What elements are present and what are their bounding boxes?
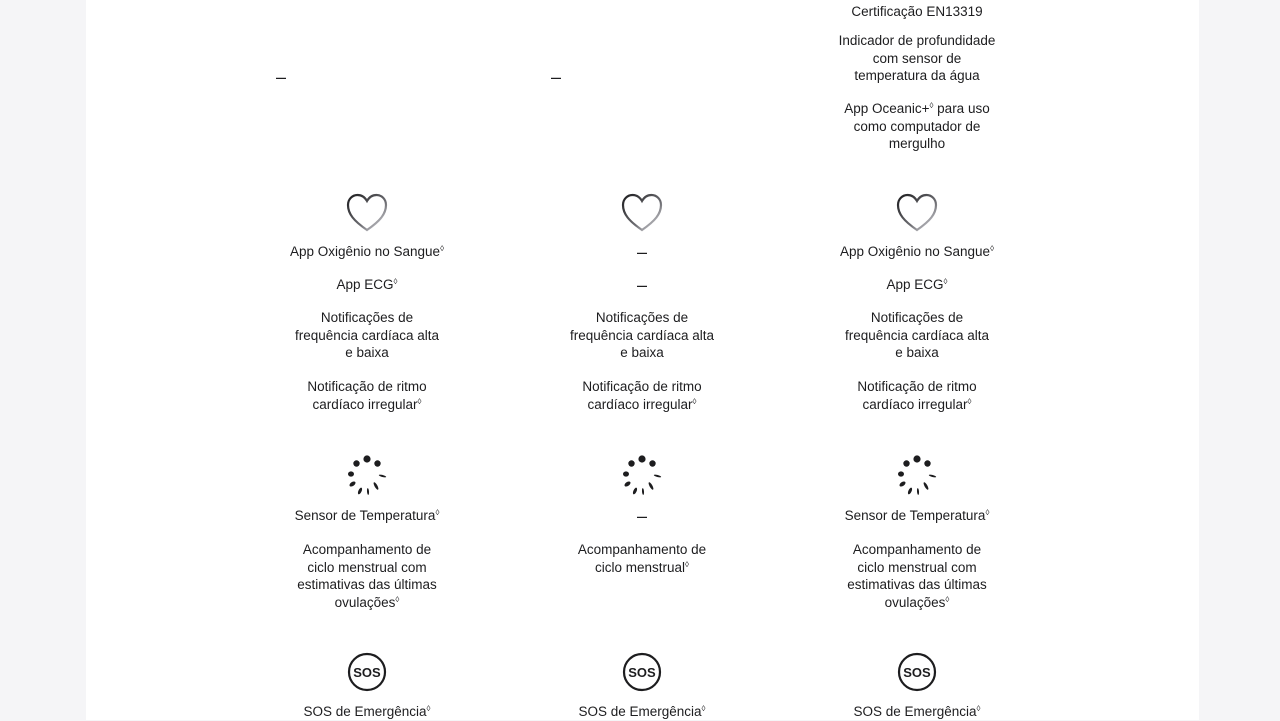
sos-icon (897, 652, 937, 692)
heart-col2-oxygen (542, 243, 742, 261)
dive-col3 (817, 3, 1017, 21)
svg-text:SOS: SOS (353, 665, 381, 680)
sos-icon (622, 652, 662, 692)
cycle-tracking-icon (621, 454, 663, 496)
heart-col2-hr (567, 309, 717, 362)
irregular-rhythm: Notificação de ritmo cardíaco irregular◊ (582, 379, 702, 412)
temperature-dash: – (636, 506, 647, 526)
heart-col2-ecg (542, 276, 742, 294)
dive-col1 (181, 68, 381, 86)
cycle-tracking: Acompanhamento de ciclo menstrual com estimativas das últimas ovulações◊ (847, 542, 987, 610)
heart-icon (621, 193, 663, 233)
dive-col2 (456, 68, 656, 86)
dive-dash-1: – (275, 67, 286, 87)
heart-icon (346, 193, 388, 233)
dive-dash-2: – (550, 67, 561, 87)
dive-col3-depth (836, 32, 998, 85)
heart-col1-oxygen (267, 243, 467, 261)
cycle-col3-temp (817, 507, 1017, 525)
heart-col2-rhythm (572, 378, 712, 413)
hr-notifications: Notificações de frequência cardíaca alta e baixa (569, 310, 715, 360)
sos-col2 (542, 703, 742, 721)
irregular-rhythm: Notificação de ritmo cardíaco irregular◊ (307, 379, 427, 412)
oceanic-app: App Oceanic+◊ para uso como computador de mergulho (844, 101, 990, 151)
cycle-tracking-icon (346, 454, 388, 496)
heart-col1-ecg (267, 276, 467, 294)
blood-oxygen-app: App Oxigênio no Sangue◊ (289, 244, 445, 259)
heart-col1-rhythm (297, 378, 437, 413)
temperature-sensor: Sensor de Temperatura◊ (294, 508, 440, 523)
cycle-tracking: Acompanhamento de ciclo menstrual com estimativas das últimas ovulações◊ (297, 542, 437, 610)
heart-col1-hr (292, 309, 442, 362)
cycle-col2-temp (542, 507, 742, 525)
cert-en13319: Certificação EN13319 (851, 4, 983, 19)
heart-col3-hr (842, 309, 992, 362)
cycle-col1-temp (267, 507, 467, 525)
dive-col3-oceanic (842, 100, 992, 153)
cycle-tracking-icon (896, 454, 938, 496)
temperature-sensor: Sensor de Temperatura◊ (844, 508, 990, 523)
cycle-tracking: Acompanhamento de ciclo menstrual◊ (577, 542, 707, 575)
sos-icon (347, 652, 387, 692)
cycle-col1-tracking (292, 541, 442, 611)
heart-col3-rhythm (847, 378, 987, 413)
heart-col3-ecg (817, 276, 1017, 294)
svg-text:SOS: SOS (903, 665, 931, 680)
emergency-sos: SOS de Emergência◊ (578, 704, 706, 719)
emergency-sos: SOS de Emergência◊ (303, 704, 431, 719)
emergency-sos: SOS de Emergência◊ (853, 704, 981, 719)
irregular-rhythm: Notificação de ritmo cardíaco irregular◊ (857, 379, 977, 412)
heart-col3-oxygen (817, 243, 1017, 261)
ecg-app: App ECG◊ (336, 277, 398, 292)
sos-col1 (267, 703, 467, 721)
blood-oxygen-app: App Oxigênio no Sangue◊ (839, 244, 995, 259)
sos-col3 (817, 703, 1017, 721)
blood-oxygen-dash: – (636, 242, 647, 262)
hr-notifications: Notificações de frequência cardíaca alta e baixa (844, 310, 990, 360)
depth-indicator: Indicador de profundidade com sensor de temperatura da água (838, 33, 996, 83)
ecg-dash: – (636, 275, 647, 295)
cycle-col3-tracking (842, 541, 992, 611)
hr-notifications: Notificações de frequência cardíaca alta e baixa (294, 310, 440, 360)
heart-icon (896, 193, 938, 233)
cycle-col2-tracking (567, 541, 717, 576)
ecg-app: App ECG◊ (886, 277, 948, 292)
svg-text:SOS: SOS (628, 665, 656, 680)
